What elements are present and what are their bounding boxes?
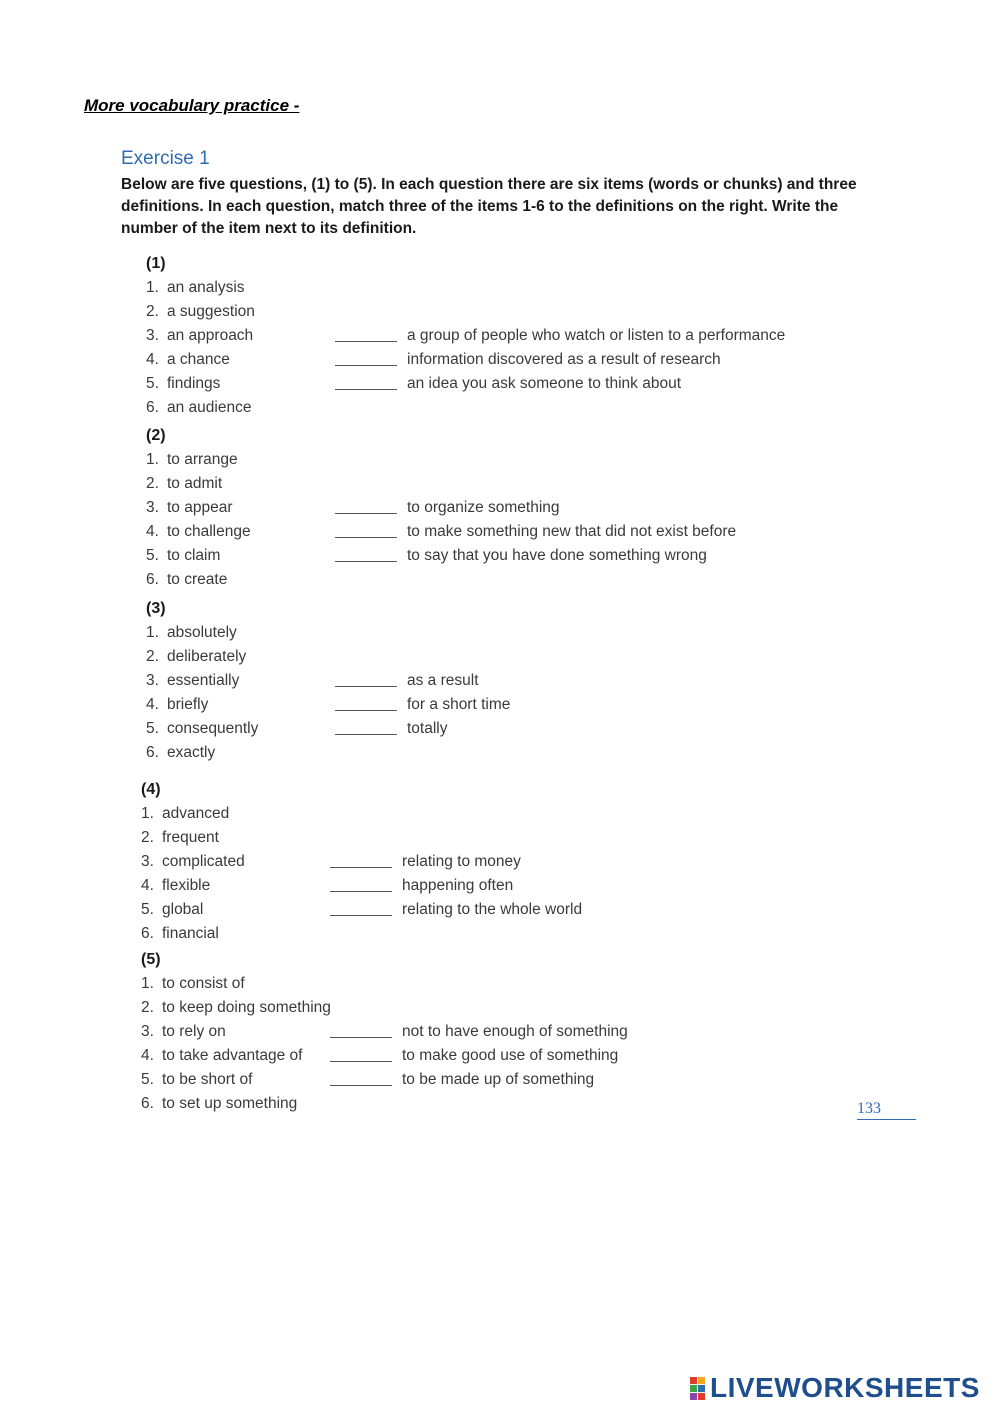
- item-number: 1.: [141, 975, 154, 992]
- definition-text: relating to the whole world: [402, 901, 583, 918]
- definition-text: information discovered as a result of research: [407, 351, 721, 368]
- item-number: 2.: [146, 303, 159, 320]
- question-label: (5): [141, 951, 161, 968]
- item-number: 2.: [146, 475, 159, 492]
- answer-blank[interactable]: [330, 1085, 392, 1086]
- list-item: [141, 972, 861, 996]
- item-word: deliberately: [167, 648, 247, 665]
- item-word: to take advantage of: [162, 1047, 303, 1064]
- page-heading: More vocabulary practice -: [84, 96, 300, 115]
- list-item: [141, 996, 861, 1020]
- question-label: (2): [146, 427, 166, 444]
- item-word: an approach: [167, 327, 254, 344]
- item-number: 6.: [141, 1095, 154, 1112]
- item-word: a suggestion: [167, 303, 255, 320]
- item-word: to claim: [167, 547, 221, 564]
- list-item: [146, 741, 866, 765]
- answer-blank[interactable]: [335, 686, 397, 687]
- answer-blank[interactable]: [335, 710, 397, 711]
- question-section: [146, 424, 866, 592]
- list-item: [146, 669, 866, 693]
- definition-text: happening often: [402, 877, 514, 894]
- question-section: [141, 778, 861, 946]
- list-item: [141, 1092, 861, 1116]
- answer-blank[interactable]: [335, 389, 397, 390]
- list-item: [146, 472, 866, 496]
- answer-blank[interactable]: [335, 341, 397, 342]
- item-word: to rely on: [162, 1023, 226, 1040]
- item-number: 5.: [146, 375, 159, 392]
- definition-text: a group of people who watch or listen to a performance: [407, 327, 786, 344]
- logo-grid-icon: [690, 1377, 706, 1399]
- item-number: 1.: [141, 805, 154, 822]
- definition-text: as a result: [407, 672, 479, 689]
- list-item: [146, 496, 866, 520]
- definition-text: to make good use of something: [402, 1047, 619, 1064]
- list-item: [146, 324, 866, 348]
- item-word: to challenge: [167, 523, 251, 540]
- answer-blank[interactable]: [335, 734, 397, 735]
- item-word: an analysis: [167, 279, 245, 296]
- item-number: 4.: [141, 1047, 154, 1064]
- item-number: 1.: [146, 624, 159, 641]
- item-word: an audience: [167, 399, 252, 416]
- list-item: [141, 850, 861, 874]
- answer-blank[interactable]: [335, 561, 397, 562]
- definition-text: for a short time: [407, 696, 511, 713]
- list-item: [141, 826, 861, 850]
- list-item: [141, 922, 861, 946]
- item-number: 4.: [146, 523, 159, 540]
- question-section: [146, 597, 866, 765]
- list-item: [146, 520, 866, 544]
- list-item: [146, 717, 866, 741]
- item-word: a chance: [167, 351, 230, 368]
- logo-text: LIVEWORKSHEETS: [710, 1372, 980, 1403]
- item-number: 6.: [146, 744, 159, 761]
- answer-blank[interactable]: [330, 891, 392, 892]
- list-item: [146, 568, 866, 592]
- list-item: [146, 645, 866, 669]
- definition-text: totally: [407, 720, 448, 737]
- item-word: flexible: [162, 877, 211, 894]
- list-item: [146, 544, 866, 568]
- list-item: [141, 1020, 861, 1044]
- item-word: exactly: [167, 744, 216, 761]
- item-word: essentially: [167, 672, 240, 689]
- definition-text: to make something new that did not exist before: [407, 523, 737, 540]
- item-word: global: [162, 901, 204, 918]
- item-word: to set up something: [162, 1095, 298, 1112]
- item-number: 5.: [146, 547, 159, 564]
- item-number: 6.: [141, 925, 154, 942]
- item-word: to consist of: [162, 975, 245, 992]
- item-number: 5.: [141, 901, 154, 918]
- item-number: 2.: [146, 648, 159, 665]
- item-number: 3.: [146, 672, 159, 689]
- item-word: complicated: [162, 853, 245, 870]
- question-label: (3): [146, 600, 166, 617]
- item-word: to arrange: [167, 451, 238, 468]
- list-item: [146, 621, 866, 645]
- item-word: to keep doing something: [162, 999, 331, 1016]
- item-word: to be short of: [162, 1071, 253, 1088]
- item-number: 5.: [141, 1071, 154, 1088]
- question-label: (1): [146, 255, 166, 272]
- item-number: 6.: [146, 571, 159, 588]
- item-number: 4.: [146, 696, 159, 713]
- item-number: 6.: [146, 399, 159, 416]
- answer-blank[interactable]: [335, 513, 397, 514]
- exercise-instructions: Below are five questions, (1) to (5). In each question there are six items (words or chunks) and three definitions. In each question, match three of the items 1-6 to the definitions on the right. Write the number of the item next to its definition.: [121, 176, 857, 237]
- list-item: [146, 693, 866, 717]
- list-item: [146, 372, 866, 396]
- list-item: [141, 1068, 861, 1092]
- item-word: to admit: [167, 475, 223, 492]
- answer-blank[interactable]: [335, 537, 397, 538]
- answer-blank[interactable]: [330, 1037, 392, 1038]
- definition-text: to say that you have done something wrong: [407, 547, 707, 564]
- list-item: [146, 396, 866, 420]
- definition-text: to be made up of something: [402, 1071, 595, 1088]
- item-word: to appear: [167, 499, 233, 516]
- item-number: 2.: [141, 829, 154, 846]
- definition-text: not to have enough of something: [402, 1023, 628, 1040]
- list-item: [146, 300, 866, 324]
- question-section: [141, 948, 861, 1116]
- list-item: [141, 898, 861, 922]
- item-number: 3.: [141, 853, 154, 870]
- item-number: 4.: [141, 877, 154, 894]
- definition-text: an idea you ask someone to think about: [407, 375, 682, 392]
- item-number: 4.: [146, 351, 159, 368]
- list-item: [146, 276, 866, 300]
- item-number: 3.: [141, 1023, 154, 1040]
- item-number: 3.: [146, 499, 159, 516]
- item-word: financial: [162, 925, 219, 942]
- page-number: 133: [857, 1100, 916, 1120]
- item-number: 5.: [146, 720, 159, 737]
- item-word: to create: [167, 571, 228, 588]
- list-item: [146, 348, 866, 372]
- exercise-title: Exercise 1: [121, 148, 210, 169]
- list-item: [141, 1044, 861, 1068]
- item-number: 1.: [146, 451, 159, 468]
- answer-blank[interactable]: [330, 1061, 392, 1062]
- item-word: briefly: [167, 696, 209, 713]
- definition-text: relating to money: [402, 853, 521, 870]
- liveworksheets-logo: [690, 1372, 980, 1404]
- item-number: 3.: [146, 327, 159, 344]
- list-item: [141, 802, 861, 826]
- answer-blank[interactable]: [330, 867, 392, 868]
- question-section: [146, 252, 866, 420]
- item-word: advanced: [162, 805, 230, 822]
- answer-blank[interactable]: [330, 915, 392, 916]
- definition-text: to organize something: [407, 499, 560, 516]
- list-item: [146, 448, 866, 472]
- list-item: [141, 874, 861, 898]
- item-number: 1.: [146, 279, 159, 296]
- item-word: findings: [167, 375, 221, 392]
- question-label: (4): [141, 781, 161, 798]
- item-word: absolutely: [167, 624, 237, 641]
- item-word: frequent: [162, 829, 219, 846]
- answer-blank[interactable]: [335, 365, 397, 366]
- item-word: consequently: [167, 720, 259, 737]
- item-number: 2.: [141, 999, 154, 1016]
